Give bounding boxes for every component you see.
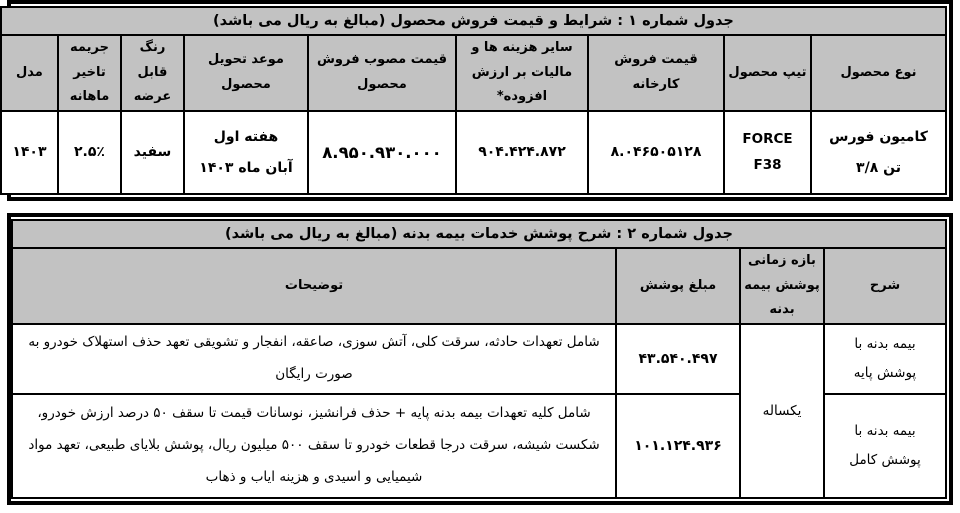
t1-cell-other-costs-vat: ۹۰۴.۴۲۴.۸۷۲ [456, 111, 588, 194]
t1-col-delay-penalty: جریمه تاخیر ماهانه [58, 35, 121, 111]
t1-cell-delay-penalty: ۲.۵٪ [58, 111, 121, 194]
t2-full-title [824, 394, 946, 498]
t2-basic-title [824, 324, 946, 394]
t2-basic-amount: ۴۳.۵۴۰.۴۹۷ [616, 324, 740, 394]
t2-full-description: شامل کلیه تعهدات بیمه بدنه پایه + حذف فرانشیز، نوسانات قیمت تا سقف ۵۰ درصد ارزش خودرو، شکست شیشه، سرقت درجا قطعات خودرو تا سقف ۵۰۰ میلیون ریال، پوشش بلایای طبیعی، تعهد مواد شیمیایی و اسیدی و هزینه ایاب و ذهاب [12, 394, 616, 498]
sales-terms-table [0, 6, 947, 195]
t2-full-amount: ۱۰۱.۱۲۴.۹۳۶ [616, 394, 740, 498]
t1-col-delivery-date: موعد تحویل محصول [184, 35, 308, 111]
insurance-coverage-table-frame [7, 213, 953, 505]
table2-row-basic [12, 324, 946, 394]
product-tip-line2: F38 [753, 156, 782, 173]
t1-cell-color: سفید [121, 111, 184, 194]
t1-col-color: رنگ قابل عرضه [121, 35, 184, 111]
sales-terms-table-frame [7, 0, 953, 201]
t1-col-other-costs-vat: سایر هزینه ها و مالیات بر ارزش افزوده* [456, 35, 588, 111]
t1-col-factory-price: قیمت فروش کارخانه [588, 35, 724, 111]
t2-coverage-period-cell: یکساله [740, 324, 824, 498]
table1-title: جدول شماره ۱ : شرایط و قیمت فروش محصول (مبالغ به ریال می باشد) [1, 7, 946, 35]
t1-col-model-year: مدل [1, 35, 58, 111]
table1-header-row [1, 35, 946, 111]
t2-col-coverage-amount: مبلغ پوشش [616, 248, 740, 324]
t2-col-coverage-period: بازه زمانی پوشش بیمه بدنه [740, 248, 824, 324]
t1-cell-approved-price: ۸.۹۵۰.۹۳۰.۰۰۰ [308, 111, 456, 194]
full-title-line1: بیمه بدنه با [854, 423, 916, 440]
delivery-line2: آبان ماه ۱۴۰۳ [199, 159, 293, 176]
table2-title-row [12, 220, 946, 248]
t1-col-product-tip: تیپ محصول [724, 35, 811, 111]
insurance-coverage-table [11, 219, 947, 499]
product-name-line2: تن ۳/۸ [856, 159, 901, 176]
product-tip-line1: FORCE [742, 130, 793, 147]
basic-title-line1: بیمه بدنه با [854, 336, 916, 353]
table2-header-row [12, 248, 946, 324]
t2-col-details: توضیحات [12, 248, 616, 324]
t1-col-product-type: نوع محصول [811, 35, 946, 111]
t1-cell-delivery-date [184, 111, 308, 194]
table1-data-row [1, 111, 946, 194]
delivery-line1: هفته اول [213, 129, 279, 146]
t1-cell-model-year: ۱۴۰۳ [1, 111, 58, 194]
t1-col-approved-price: قیمت مصوب فروش محصول [308, 35, 456, 111]
t1-cell-product-tip [724, 111, 811, 194]
basic-title-line2: پوشش پایه [853, 365, 917, 382]
table2-title: جدول شماره ۲ : شرح پوشش خدمات بیمه بدنه (مبالغ به ریال می باشد) [12, 220, 946, 248]
t1-cell-product-name [811, 111, 946, 194]
t2-basic-description: شامل تعهدات حادثه، سرقت کلی، آتش سوزی، صاعقه، انفجار و تشویقی تعهد حذف استهلاک خودرو به صورت رایگان [12, 324, 616, 394]
full-title-line2: پوشش کامل [849, 452, 921, 469]
product-name-line1: کامیون فورس [829, 129, 928, 146]
t2-col-description-title: شرح [824, 248, 946, 324]
t1-cell-factory-price: ۸.۰۴۶۵۰۵۱۲۸ [588, 111, 724, 194]
table1-title-row [1, 7, 946, 35]
